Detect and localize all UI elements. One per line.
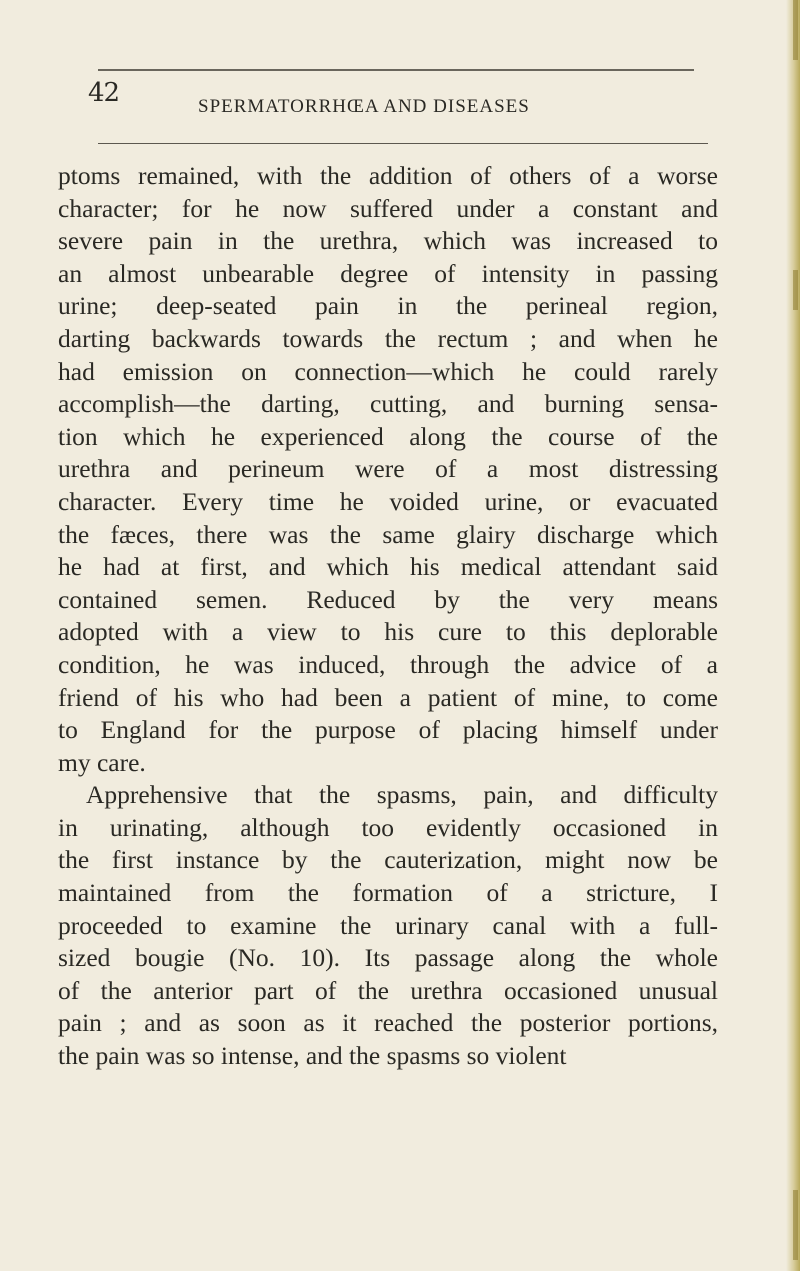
page-edge-mark (793, 270, 798, 310)
text-line: adopted with a view to his cure to this deplorable (58, 617, 718, 647)
text-line: an almost unbearable degree of intensity in passing (58, 258, 718, 288)
text-line: contained semen. Reduced by the very means (58, 584, 718, 614)
page-number: 42 (88, 78, 120, 108)
text-line: Apprehensive that the spasms, pain, and difficulty (86, 780, 718, 810)
text-line: in urinating, although too evidently occasioned in (58, 812, 718, 842)
text-line: darting backwards towards the rectum ; and when he (58, 323, 718, 353)
text-line: the pain was so intense, and the spasms so violent (58, 1041, 567, 1071)
text-line: my care. (58, 747, 146, 777)
text-line: the fæces, there was the same glairy discharge which (58, 519, 718, 549)
text-line: character; for he now suffered under a constant and (58, 193, 718, 223)
text-line: had emission on connection—which he could rarely (58, 356, 718, 386)
text-line: sized bougie (No. 10). Its passage along the whole (58, 943, 718, 973)
text-line: character. Every time he voided urine, or evacuated (58, 486, 718, 516)
text-line: ptoms remained, with the addition of others of a worse (58, 161, 718, 190)
top-rule (98, 69, 694, 71)
paragraph-2 (58, 779, 718, 1072)
page-edge-mark (793, 0, 798, 60)
text-line: to England for the purpose of placing himself under (58, 715, 718, 745)
page-edge (786, 0, 800, 1271)
text-line: urethra and perineum were of a most distressing (58, 454, 718, 484)
text-line: pain ; and as soon as it reached the posterior portions, (58, 1008, 718, 1038)
text-line: accomplish—the darting, cutting, and burning sensa- (58, 389, 718, 419)
text-line: proceeded to examine the urinary canal with a full- (58, 910, 718, 940)
text-line: friend of his who had been a patient of mine, to come (58, 682, 718, 712)
running-header: SPERMATORRHŒA AND DISEASES (198, 96, 530, 117)
text-line: condition, he was induced, through the advice of a (58, 649, 718, 679)
text-line: urine; deep-seated pain in the perineal region, (58, 291, 718, 321)
text-line: the first instance by the cauterization, might now be (58, 845, 718, 875)
header-rule (98, 143, 708, 144)
body-text (58, 160, 718, 1073)
page-edge-mark (793, 1190, 798, 1260)
text-line: severe pain in the urethra, which was increased to (58, 226, 718, 256)
text-line: maintained from the formation of a stricture, I (58, 878, 718, 908)
text-line: tion which he experienced along the course of the (58, 421, 718, 451)
text-line: of the anterior part of the urethra occasioned unusual (58, 975, 718, 1005)
text-line: he had at first, and which his medical attendant said (58, 552, 718, 582)
paragraph-1 (58, 160, 718, 779)
